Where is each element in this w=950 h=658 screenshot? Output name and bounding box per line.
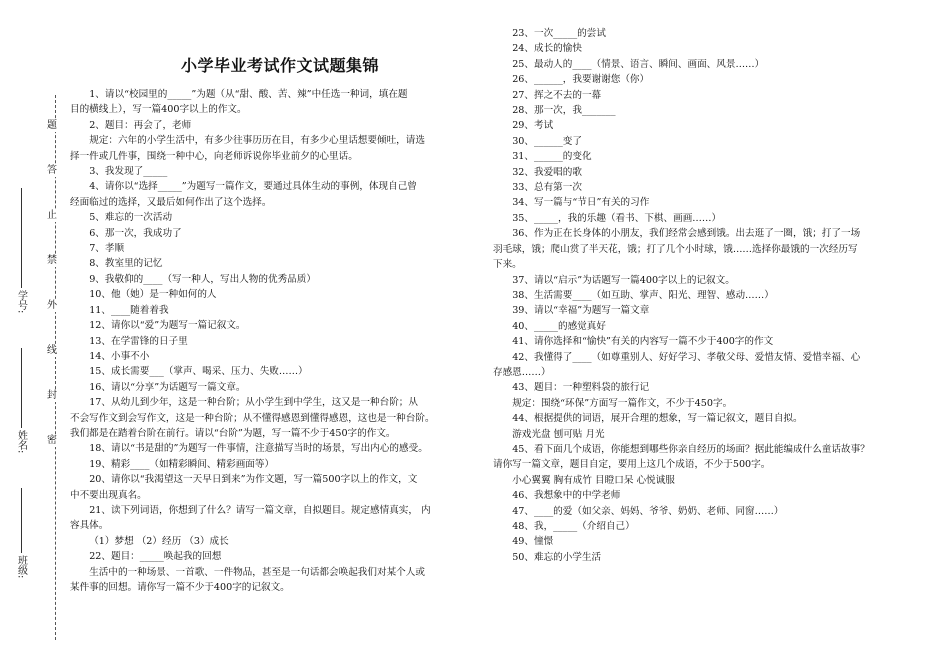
text-line: 35、_____，我的乐趣（看书、下棋、画画……） bbox=[512, 212, 722, 224]
text-line: 规定：围绕“环保”方面写一篇作文，不少于450字。 bbox=[512, 397, 733, 409]
text-line: 1、请以“校园里的_____”为题（从“甜、酸、苦、辣”中任选一种词，填在题 bbox=[89, 89, 408, 100]
text-line: 15、成长需要___（掌声、喝采、压力、失败……） bbox=[89, 366, 308, 378]
text-line: 规定：六年的小学生活中，有多少往事历历在目，有多少心里话想要倾吐，请选 bbox=[89, 135, 425, 147]
text-line: 32、我爱唱的歌 bbox=[512, 166, 582, 178]
text-line: 2、题目：再会了，老师 bbox=[89, 119, 192, 131]
text-line: 31、______的变化 bbox=[512, 151, 592, 163]
text-line: 28、那一次，我_______ bbox=[512, 105, 616, 117]
seal-char: 题 bbox=[47, 120, 57, 131]
text-line: 4、请你以“选择_____”为题写一篇作文，要通过具体生动的事例，体现自己曾 bbox=[89, 181, 417, 193]
text-line: 6、那一次，我成功了 bbox=[89, 227, 182, 239]
text-line: 36、作为正在长身体的小朋友，我们经常会感到饿。出去逛了一圈，饿；打了一场 bbox=[512, 228, 861, 240]
seal-char: 答 bbox=[47, 165, 57, 176]
text-line: 5、难忘的一次活动 bbox=[89, 212, 173, 224]
right-column bbox=[493, 26, 893, 565]
text-line: 8、教室里的记忆 bbox=[89, 258, 163, 270]
seal-char: 密 bbox=[47, 435, 57, 446]
seal-char: 线 bbox=[47, 345, 57, 356]
class-line-wrap bbox=[14, 485, 28, 553]
name-label: 姓名: bbox=[15, 430, 27, 454]
text-line: 不会写作文到会写作文，这是一种台阶；从不懂得感恩到懂得感恩，这也是一种台阶。 bbox=[70, 412, 435, 424]
text-line: 19、精彩____（如精彩瞬间、精彩画面等） bbox=[89, 458, 275, 470]
text-line: 48、我，_____（介绍自己） bbox=[512, 521, 635, 532]
text-line: 38、生活需要____（如互助、掌声、阳光、理智、感动……） bbox=[512, 289, 774, 301]
text-line: 43、题目：一种塑料袋的旅行记 bbox=[512, 382, 650, 394]
text-line: 中不要出现真名。 bbox=[70, 489, 147, 501]
text-line: 择一件或几件事，围绕一种中心，向老师诉说你毕业前夕的心里话。 bbox=[70, 150, 358, 162]
student-id-label: 学号: bbox=[15, 290, 27, 314]
text-line: 24、成长的愉快 bbox=[512, 43, 582, 55]
text-line: 某件事的回想。请你写一篇不少于400字的记叙文。 bbox=[70, 582, 290, 593]
text-line: 21、读下列词语，你想到了什么？请写一篇文章，自拟题目。规定感情真实， 内 bbox=[89, 504, 431, 516]
left-column bbox=[70, 87, 462, 595]
text-line: 经面临过的选择，又最后如何作出了这个选择。 bbox=[70, 196, 272, 208]
text-line: 26、______，我要谢谢您（你） bbox=[512, 74, 650, 86]
text-line: 42、我懂得了____（如尊重别人、好好学习、孝敬父母、爱惜友情、爱惜幸福、心 bbox=[512, 351, 861, 363]
text-line: 18、请以“书是甜的”为题写一件事情，注意描写当时的场景，写出内心的感受。 bbox=[89, 443, 428, 455]
text-line: 14、小事不小 bbox=[89, 350, 150, 362]
text-line: 13、在学雷锋的日子里 bbox=[89, 335, 188, 347]
seal-char: 封 bbox=[47, 390, 57, 401]
text-line: 30、______变了 bbox=[512, 135, 582, 147]
text-line: 10、他（她）是一种如何的人 bbox=[89, 289, 217, 301]
text-line: 27、挥之不去的一幕 bbox=[512, 89, 602, 101]
text-line: 我们都是在踏着台阶在前行。请以“台阶”为题，写一篇不少于450字的作文。 bbox=[70, 427, 396, 439]
text-line: 容具体。 bbox=[70, 520, 109, 532]
text-line: 46、我想象中的中学老师 bbox=[512, 490, 621, 502]
seal-char: 止 bbox=[47, 210, 57, 221]
text-line: 44、根据提供的词语，展开合理的想象，写一篇记叙文，题目自拟。 bbox=[512, 413, 803, 425]
page-title: 小学毕业考试作文试题集锦 bbox=[180, 56, 379, 75]
student-id-line bbox=[21, 188, 22, 288]
text-line: 39、请以“幸福”为题写一篇文章 bbox=[512, 305, 650, 317]
text-line: 22、题目：_____唤起我的回想 bbox=[89, 551, 222, 563]
text-line: 17、从幼儿到少年，这是一种台阶；从小学生到中学生，这又是一种台阶；从 bbox=[89, 397, 418, 409]
text-line: 47、____的爱（如父亲、妈妈、爷爷、奶奶、老师、同窗……） bbox=[512, 505, 784, 517]
binding-margin bbox=[0, 0, 70, 658]
text-line: 41、请你选择和“愉快”有关的内容写一篇不少于400字的作文 bbox=[512, 336, 774, 348]
text-line: 25、最动人的____（情景、语言、瞬间、画面、风景……） bbox=[512, 58, 765, 70]
student-id-line-wrap bbox=[14, 185, 28, 288]
name-line-wrap bbox=[14, 345, 28, 428]
text-line: 目的横线上），写一篇400字以上的作文。 bbox=[70, 104, 247, 116]
class-field bbox=[14, 555, 28, 578]
text-line: 33、总有第一次 bbox=[512, 182, 582, 194]
text-line: 生活中的一种场景、一首歌、一件物品，甚至是一句话都会唤起我们对某个人或 bbox=[89, 566, 425, 578]
seal-char: 外 bbox=[47, 300, 57, 311]
text-line: 45、看下面几个成语，你能想到哪些你亲自经历的场面？据此能编成什么童话故事？ bbox=[512, 443, 870, 455]
text-line: 34、写一篇与“节日”有关的习作 bbox=[512, 197, 650, 209]
text-line: 23、一次_____的尝试 bbox=[512, 28, 606, 39]
text-line: 请你写一篇文章，题目自定，要用上这几个成语，不少于500字。 bbox=[493, 459, 771, 471]
text-line: 50、难忘的小学生活 bbox=[512, 551, 602, 563]
text-line: 小心翼翼 胸有成竹 目瞪口呆 心悦诚服 bbox=[512, 474, 675, 486]
text-line: 游戏光盘 刨可贴 月光 bbox=[512, 428, 605, 440]
student-id-field bbox=[14, 290, 28, 313]
name-field bbox=[14, 430, 28, 453]
seal-char: 禁 bbox=[47, 255, 57, 266]
text-line: 37、请以“启示”为话题写一篇400字以上的记叙文。 bbox=[512, 274, 735, 286]
text-line: 7、孝顺 bbox=[89, 243, 125, 255]
name-line bbox=[21, 348, 22, 428]
text-line: 下来。 bbox=[493, 259, 522, 271]
text-line: 12、请你以“爱”为题写一篇记叙文。 bbox=[89, 320, 246, 332]
text-line: （1）梦想 （2）经历 （3）成长 bbox=[89, 535, 229, 547]
text-line: 40、_____的感觉真好 bbox=[512, 320, 606, 332]
text-line: 49、憧憬 bbox=[512, 536, 554, 548]
class-line bbox=[21, 488, 22, 553]
text-line: 29、考试 bbox=[512, 120, 554, 132]
text-line: 11、____随着着我 bbox=[89, 304, 169, 316]
text-line: 羽毛球，饿；爬山赏了半天花，饿；打了几个小时球，饿……选择你最饿的一次经历写 bbox=[493, 243, 858, 255]
text-line: 20、请你以“我渴望这一天早日到来”为作文题，写一篇500字以上的作文，文 bbox=[89, 474, 418, 486]
text-line: 存感恩……） bbox=[493, 366, 551, 378]
text-line: 9、我敬仰的____（写一种人，写出人物的优秀品质） bbox=[89, 273, 316, 285]
class-label: 班级: bbox=[15, 555, 27, 579]
text-line: 3、我发现了_____ bbox=[89, 166, 168, 178]
text-line: 16、请以“分享”为话题写一篇文章。 bbox=[89, 381, 246, 393]
